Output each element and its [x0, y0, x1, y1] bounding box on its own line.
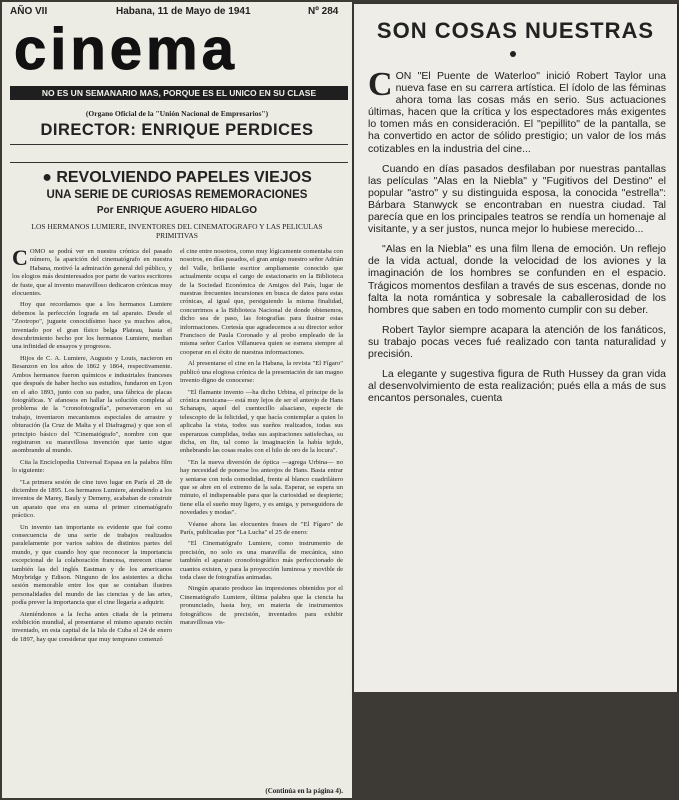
paragraph: "El flamante invento —ha dicho Urbina, el príncipe de la crónica mexicana— está muy lejos de ser el anteojo de Hans Schanaps, aquel del cuentecillo alsaciano, especie de telescopio de la felicidad, y que hacía contemplar a quien lo aplicaba la vista, todos sus sueños realizados, todas sus esperanzas cumplidas, todas sus aspiraciones satisfechas, su dicha, en fin, tal como la imaginación la había tejido, enhebrando las cosas reales con el hilo de oro de la locura".	[180, 388, 343, 455]
organo-oficial: (Organo Oficial de la "Unión Nacional de Empresarios")	[85, 109, 269, 118]
paragraph: "La primera sesión de cine tuvo lugar en París el 28 de diciembre de 1895. Los hermanos Lumiere, atendiendo a los inventos de Marey, Bauly y Demeny, acababan de construir un aparato que era en suma el primer cinematógrafo práctico.	[12, 478, 172, 520]
issue-number: Nº 284	[308, 6, 339, 17]
article-lead: LOS HERMANOS LUMIERE, INVENTORES DEL CINEMATOGRAFO Y LAS PELICULAS PRIMITIVAS	[31, 222, 323, 240]
paragraph: Un invento tan importante es evidente que fué como consecuencia de una serie de trabajos realizados paralelamente por varios sabios de distintos partes del mundo, y que cuando hoy que reconocer la importancia excepcional de la colaboración francesa, merecen citarse también las del inglés Eastman y de los americanos Muybridge y Edison. Ninguno de los asistentes a dicha sesión memorable entre los que se contaban ilustres personalidades del mundo de las ciencias y de las artes, podía prever la importancia que el cine llegaría a adquirir.	[12, 523, 172, 607]
place-date: Habana, 11 de Mayo de 1941	[116, 6, 251, 17]
article-column-2	[180, 248, 343, 784]
right-article-body	[368, 70, 666, 690]
right-clipping	[354, 4, 677, 692]
article-column-1	[12, 248, 172, 794]
paragraph: Hijos de C. A. Lumiere, Augusto y Louis, nacieron en Besanzon en los años de 1862 y 1864, respectivamente. Ambos hermanos fueron químicos e industriales franceses que después de haber hecho sus estudios, fundaron en Lyon en el año 1893, junto con su padre, una fábrica de placas fotográficas. Y afanosos en hallar la solución completa al problema de la "cronofotografía", perseveraron en su trabajo, inventaron mecanismos especiales de arrastre y obturación (la Cruz de Malta y el Diafragma) y que son el principio básico del "Cinematógrafo", nombre con que registraron su maravillosa invención que tanto sigue asombrando al mundo.	[12, 354, 172, 455]
paragraph: Robert Taylor siempre acapara la atención de los fanáticos, su trabajo pocas veces fué realizado con tanta naturalidad y precisión.	[368, 323, 666, 360]
paragraph: La elegante y sugestiva figura de Ruth Hussey da gran vida al desenvolvimiento de esta realización; pués ella a más de sus encantos personales, cuenta	[368, 368, 666, 405]
dropcap: C	[368, 70, 393, 103]
continued-note: (Continúa en la página 4).	[265, 787, 343, 795]
article-subtitle: UNA SERIE DE CURIOSAS REMEMORACIONES	[46, 189, 308, 201]
paragraph: el cine entre nosotros, como muy lógicamente comentaba con nosotros, en días pasados, el gran amigo nuestro señor Adrián del Valle, brillante escritor ampliamente conocido que actualmente ocupa el cargo de estacionario en la Biblioteca de la Sociedad Económica de Amigos del País, lugar de nuestras frecuentes incursiones en busca de datos para estas crónicas, al igual que, persiguiendo la misma finalidad, concurrimos a la Biblioteca Nacional de donde obtenemos, dicho sea de paso, las fotografías para ilustrar estas informaciones. Cortesía que agradecemos a su director señor Francisco de Paula Coronado y al probo empleado de la misma señor Carlos Villanueva quien se esmera siempre al cooperar en el éxito de nuestras informaciones.	[180, 248, 343, 356]
divider	[10, 162, 348, 163]
dark-background	[354, 692, 679, 800]
paragraph: "El Cinematógrafo Lumiere, como instrumento de precisión, no solo es una maravilla de mecánica, sino también el aparato cronofotográfico más perfeccionado de cuantos existen, y para la proyección luminosa y movible de toda clase de fotografías animadas.	[180, 540, 343, 582]
article-byline: Por ENRIQUE AGUERO HIDALGO	[96, 205, 258, 216]
divider	[10, 144, 348, 145]
right-article-title: SON COSAS NUESTRAS	[376, 18, 655, 43]
paragraph: COMO se podrá ver en nuestra crónica del pasado número, la aparición del cinematógrafo en nuestra Habana, motivó la admiración general del público, y los elogios más desinteresados por parte de varios escritores de fuste, que al invento maravilloso dedicaron crónicas muy elocuentes.	[12, 248, 172, 298]
paragraph: Hoy que recordamos que a los hermanos Lumiere debemos la perfección lograda en tal aparato. Desde el "Zootropo", juguete conocidísimo hace ya muchos años, inventado por el gran físico belga Plateau, hasta el descubrimiento hecho por los hermanos Lumiere, median una infinidad de ensayos y progresos.	[12, 301, 172, 351]
dropcap: C	[12, 248, 28, 270]
paragraph: "En la nueva diversión de óptica —agrega Urbina— no hay necesidad de ponerse los anteojos de Hans. Basta entrar y sentarse con toda comodidad, frente al blanco cuadrilátero que se abre en el extremo de la sala. Esperar, se espera un minuto, el indispensable para que la curiosidad se despierte; tiene ella el sueño muy ligero, y es amiga, y perseguidora de novedades y modas".	[180, 458, 343, 517]
masthead-logo: cinema	[14, 17, 238, 82]
left-page	[2, 2, 352, 798]
year: AÑO VII	[10, 6, 48, 17]
paragraph: CON "El Puente de Waterloo" inició Robert Taylor una nueva fase en su carrera artística. El ídolo de las féminas ahora toma las cosas más en serio. Sus actuaciones últimas, hacen que la crítica y los espectadores más exigentes lo tomen más en consideración. El "pepillito" de la pantalla, se ha convertido en actor de sólido prestigio; un valor de los más cotizables en la industria del cine...	[368, 70, 666, 155]
article-title: ● REVOLVIENDO PAPELES VIEJOS	[42, 169, 312, 186]
paragraph: Ateniéndonos a la fecha antes citada de la primera exhibición mundial, al presentarse el mismo aparato recién inventado, en esta capital de la Isla de Cuba el 24 de enero de 1897, hay que considerar que muy temprano comenzó	[12, 610, 172, 643]
title-dot-icon: ●	[42, 169, 57, 186]
paragraph: Ningún aparato produce las impresiones obtenidos por el Cinematógrafo Lumiere, última palabra que la ciencia ha pronunciado, hasta hoy, en materia de instrumentos fotográficos de precisión, inventados para exhibir maravillosas vis-	[180, 585, 343, 627]
paragraph: Al presentarse el cine en la Habana, la revista "El Fígaro" publicó una elogiosa crónica de la presentación de tan magno invento digno de conocerse:	[180, 360, 343, 385]
bullet-dot-icon	[510, 51, 516, 57]
paragraph: Cuando en días pasados desfilaban por nuestras pantallas las películas "Alas en la Niebla" y "Fugitivos del Destino" el popular "astro" y su distinguida esposa, la conocida "estrella": Bárbara Stanwyck se encontraban en nuestra ciudad. Tal parecía que en los principales teatros se rendía un homenaje al visitante, y a ser justos, nunca mejor lo hubiese merecido...	[368, 162, 666, 236]
paragraph: Cita la Enciclopedia Universal Espasa en la palabra film lo siguiente:	[12, 458, 172, 475]
masthead-tagline: NO ES UN SEMANARIO MAS, PORQUE ES EL UNICO EN SU CLASE	[10, 86, 348, 100]
paragraph: Véanse ahora las elocuentes frases de "El Fígaro" de París, publicadas por "La Lucha" el 25 de enero:	[180, 520, 343, 536]
director-line: DIRECTOR: ENRIQUE PERDICES	[40, 121, 314, 139]
paragraph: "Alas en la Niebla" es una film llena de emoción. Un reflejo de la vida actual, donde la velocidad de los aviones y la imaginación de los hombres se confunden en el espacio. Trágicos momentos desfilan a través de sus escenas, donde no falta la nota romántica y sobresale la caballerosidad de los hombres que saben en todo momento cumplir con su deber.	[368, 243, 666, 316]
